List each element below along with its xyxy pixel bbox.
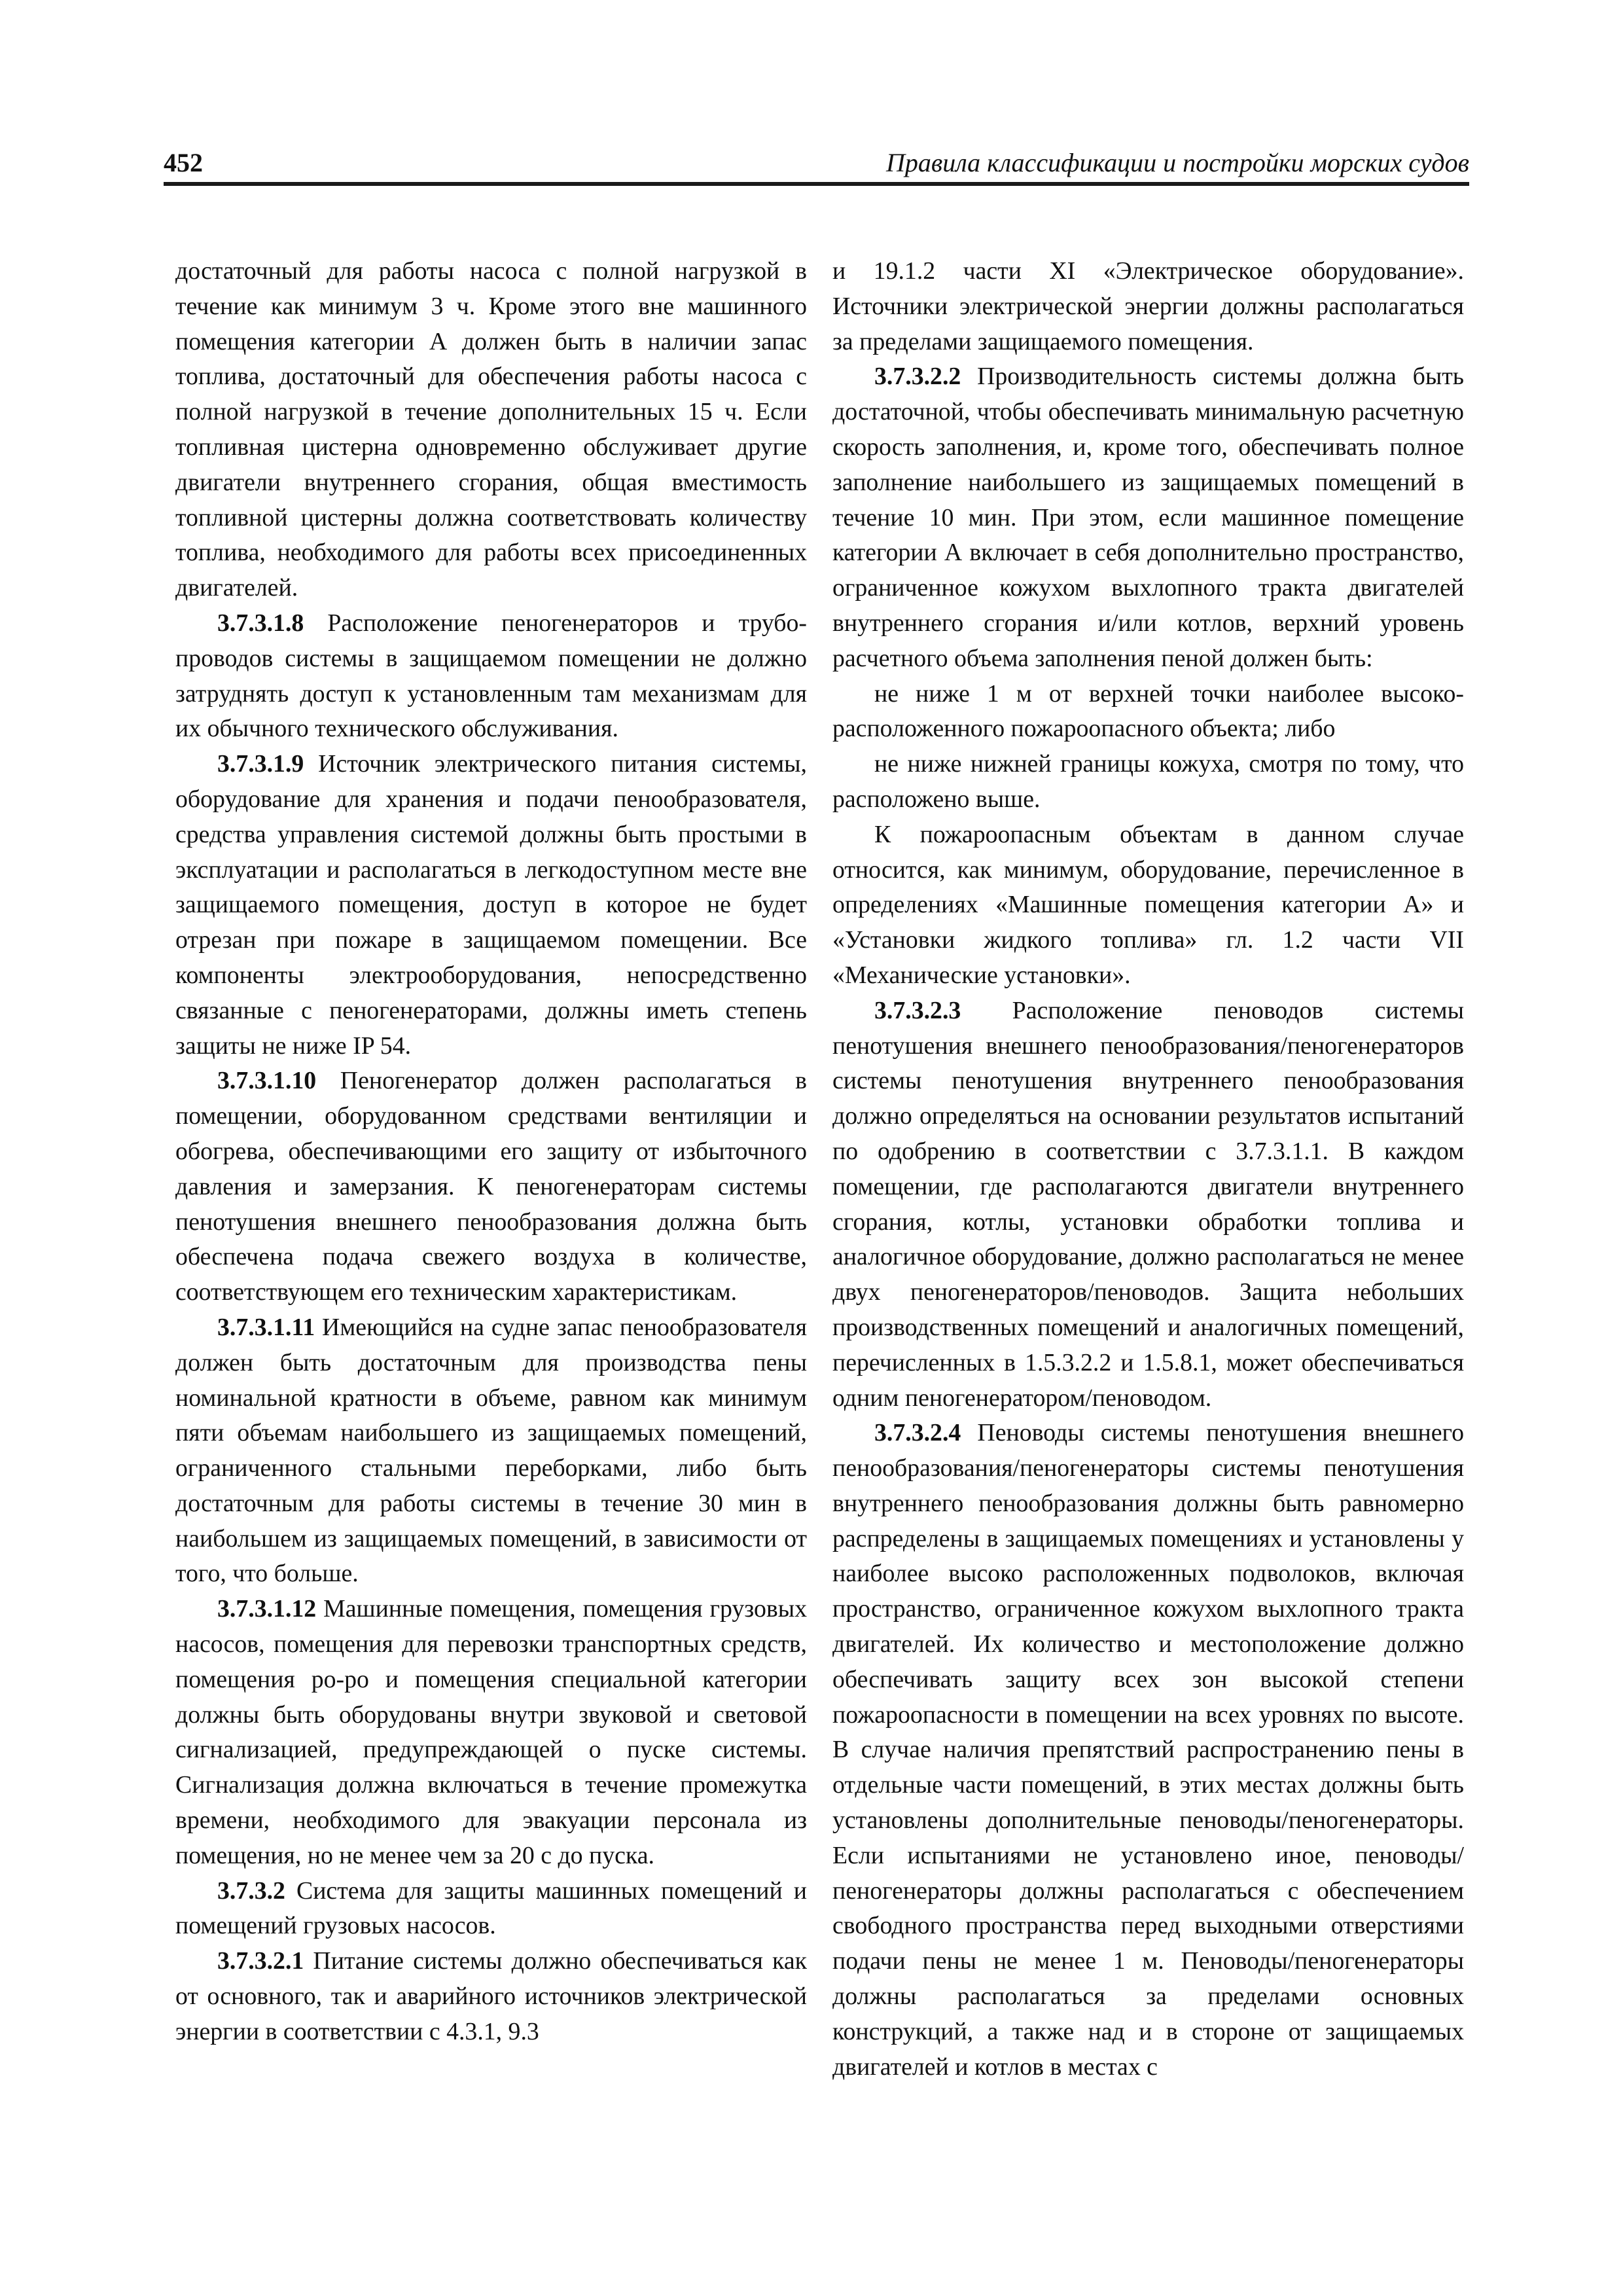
paragraph: не ниже 1 м от верхней точки наиболее высокорасположенного пожароопасного объекта; либо (832, 679, 1464, 743)
running-title: Правила классификации и постройки морских судов (885, 148, 1469, 177)
page-header (164, 145, 1469, 186)
clause-number: 3.7.3.2.3 (874, 996, 961, 1024)
paragraph: 3.7.3.1.12 Машинные помещения, помещения грузовых насосов, помещения для перевозки транспортных средств, помещения ро-ро и помещения специальной категории должны быть оборудованы внутри звуковой и световой сигнализацией, предупреждающей о пуске системы. Сигнализация должна включаться в течение промежутка времени, необходимого для эвакуации персонала из помещения, но не менее чем за 20 с до пуска. (175, 1595, 807, 1869)
page-number: 452 (164, 148, 203, 177)
clause-number: 3.7.3.2.4 (874, 1419, 961, 1447)
clause-number: 3.7.3.2 (217, 1876, 285, 1905)
clause-number: 3.7.3.1.8 (217, 609, 304, 637)
paragraph: и 19.1.2 части XI «Электрическое оборудование». Источники электрической энергии должны располагаться за пределами защищаемого помещения. (832, 257, 1464, 355)
left-column (175, 254, 807, 2050)
right-column (832, 254, 1464, 2085)
clause-number: 3.7.3.1.10 (217, 1067, 317, 1095)
paragraph: К пожароопасным объектам в данном случае относится, как минимум, оборудование, перечисленное в определениях «Машинные помещения категории А» и «Установки жидкого топлива» гл. 1.2 части VII «Механические установки». (832, 820, 1464, 989)
paragraph: 3.7.3.2.4 Пеноводы системы пенотушения внешнего пенообразования/пеногенераторы системы пенотушения внутреннего пенообразования должны быть равномерно распределены в защищаемых помещениях и установлены у наиболее высоко расположенных подволоков, включая пространство, ограниченное кожухом выхлопного тракта двигателей. Их количество и местоположение должно обеспечивать защиту всех зон высокой степени пожароопасности в помещении на всех уровнях по высоте. В случае наличия препятствий распространению пены в отдельные части помещений, в этих местах должны быть установлены дополнительные пеноводы/пеногенераторы. Если испытаниями не установлено иное, пеноводы/пеногенераторы должны располагаться с обеспечением свободного пространства перед выходными отверстиями подачи пены не менее 1 м. Пеноводы/пеногенераторы должны располагаться за пределами основных конструкций, а также над и в стороне от защищаемых двигателей и котлов в местах с (832, 1419, 1464, 2081)
paragraph: 3.7.3.2.2 Производительность системы должна быть достаточной, чтобы обеспечивать минимальную расчетную скорость заполнения, и, кроме того, обеспечивать полное заполнение наибольшего из защищаемых помещений в течение 10 мин. При этом, если машинное помещение категории А включает в себя дополнительно пространство, ограниченное кожухом выхлопного тракта двигателей внутреннего сгорания и/или котлов, верхний уровень расчетного объема заполнения пеной должен быть: (832, 363, 1464, 672)
paragraph: 3.7.3.1.8 Расположение пеногенераторов и трубопроводов системы в защищаемом помещении не должно затруднять доступ к установленным там механизмам для их обычного технического обслуживания. (175, 609, 807, 743)
clause-number: 3.7.3.2.2 (874, 363, 961, 391)
clause-number: 3.7.3.1.9 (217, 750, 304, 778)
clause-number: 3.7.3.2.1 (217, 1947, 304, 1975)
paragraph: 3.7.3.1.9 Источник электрического питания системы, оборудование для хранения и подачи пенообразователя, средства управления системой должны быть простыми в эксплуатации и располагаться в легкодоступном месте вне защищаемого помещения, доступ в которое не будет отрезан при пожаре в защищаемом помещении. Все компоненты электрооборудования, непосредственно связанные с пеногенераторами, должны иметь степень защиты не ниже IP 54. (175, 750, 807, 1060)
clause-number: 3.7.3.1.12 (217, 1595, 317, 1623)
clause-number: 3.7.3.1.11 (217, 1313, 315, 1341)
paragraph: 3.7.3.2.3 Расположение пеноводов системы пенотушения внешнего пенообразования/пеногенераторов системы пенотушения внутреннего пенообразования должно определяться на основании результатов испытаний по одобрению в соответствии с 3.7.3.1.1. В каждом помещении, где располагаются двигатели внутреннего сгорания, котлы, установки обработки топлива и аналогичное оборудование, должно располагаться не менее двух пеногенераторов/пеноводов. Защита небольших производственных помещений и аналогичных помещений, перечисленных в 1.5.3.2.2 и 1.5.8.1, может обеспечиваться одним пеногенератором/пеноводом. (832, 996, 1464, 1412)
paragraph: достаточный для работы насоса с полной нагрузкой в течение как минимум 3 ч. Кроме этого вне машинного помещения категории А должен быть в наличии запас топлива, достаточный для обеспечения работы насоса с полной нагрузкой в течение дополнительных 15 ч. Если топливная цистерна одновременно обслуживает другие двигатели внутреннего сгорания, общая вместимость топливной цистерны должна соответствовать количеству топлива, необходимого для работы всех присоединенных двигателей. (175, 257, 807, 602)
paragraph: 3.7.3.2 Система для защиты машинных помещений и помещений грузовых насосов. (175, 1876, 807, 1940)
paragraph: 3.7.3.1.10 Пеногенератор должен располагаться в помещении, оборудованном средствами вентиляции и обогрева, обеспечивающими его защиту от избыточного давления и замерзания. К пеногенераторам системы пенотушения внешнего пенообразования должна быть обеспечена подача свежего воздуха в количестве, соответствующем его техническим характеристикам. (175, 1067, 807, 1306)
paragraph: 3.7.3.2.1 Питание системы должно обеспечиваться как от основного, так и аварийного источников электрической энергии в соответствии с 4.3.1, 9.3 (175, 1947, 807, 2045)
paragraph: 3.7.3.1.11 Имеющийся на судне запас пенообразователя должен быть достаточным для производства пены номинальной кратности в объеме, равном как минимум пяти объемам наибольшего из защищаемых помещений, ограниченного стальными переборками, либо быть достаточным для работы системы в течение 30 мин в наибольшем из защищаемых помещений, в зависимости от того, что больше. (175, 1313, 807, 1588)
paragraph: не ниже нижней границы кожуха, смотря по тому, что расположено выше. (832, 750, 1464, 813)
